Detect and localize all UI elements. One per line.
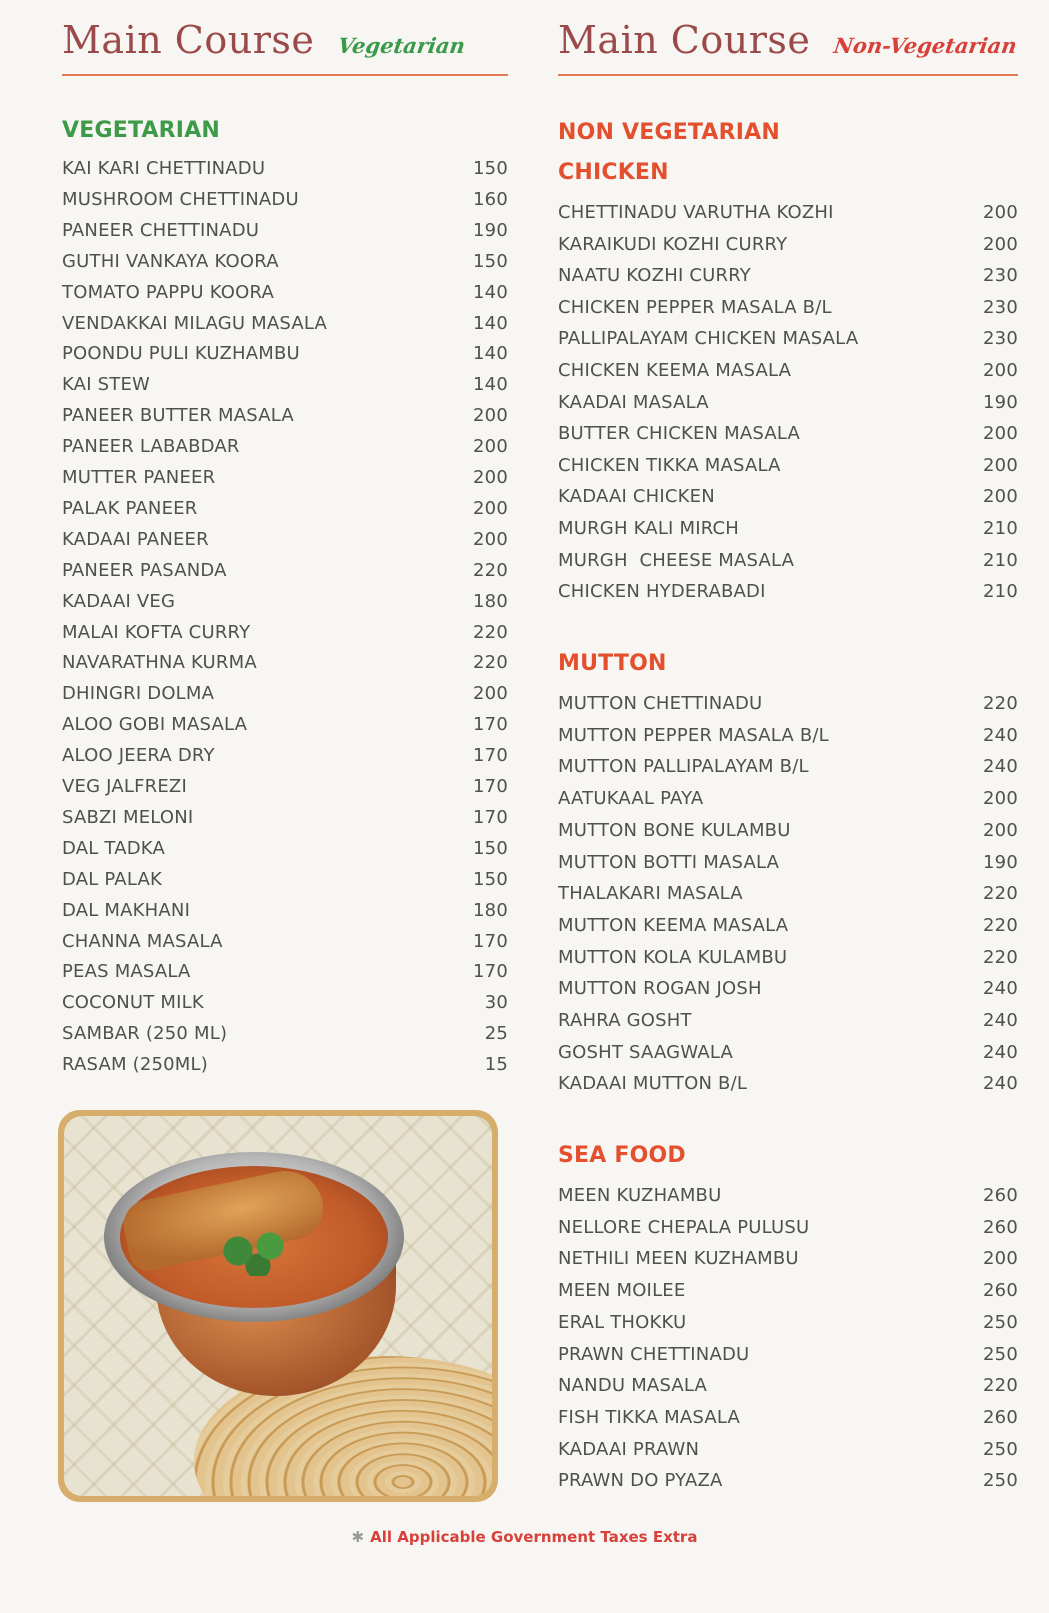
menu-item bbox=[558, 1402, 1018, 1433]
menu-item bbox=[62, 709, 508, 740]
menu-item-price: 220 bbox=[473, 621, 508, 643]
menu-item-price: 260 bbox=[983, 1216, 1018, 1238]
menu-item-price: 230 bbox=[983, 296, 1018, 318]
menu-item bbox=[62, 277, 508, 308]
menu-item-name: PALLIPALAYAM CHICKEN MASALA bbox=[558, 328, 859, 350]
menu-item-name: MEEN MOILEE bbox=[558, 1280, 686, 1302]
menu-item-price: 250 bbox=[983, 1343, 1018, 1365]
menu-item bbox=[62, 802, 508, 833]
menu-item-price: 170 bbox=[473, 930, 508, 952]
menu-item-name: PEAS MASALA bbox=[62, 961, 191, 983]
menu-item-name: MUTTON KEEMA MASALA bbox=[558, 914, 789, 936]
menu-item bbox=[558, 973, 1018, 1004]
menu-item-price: 170 bbox=[473, 961, 508, 983]
section-heading-vegetarian: VEGETARIAN bbox=[62, 118, 221, 143]
menu-item-name: COCONUT MILK bbox=[62, 992, 204, 1014]
menu-item-price: 25 bbox=[484, 1023, 508, 1045]
menu-item-price: 220 bbox=[473, 652, 508, 674]
menu-item-price: 200 bbox=[473, 528, 508, 550]
asterisk-icon: ✱ bbox=[351, 1528, 365, 1546]
menu-item-name: CHICKEN TIKKA MASALA bbox=[558, 454, 781, 476]
menu-item bbox=[558, 1037, 1018, 1068]
menu-item bbox=[558, 1180, 1018, 1211]
menu-item bbox=[558, 783, 1018, 814]
curry-photo bbox=[58, 1110, 498, 1502]
menu-item bbox=[62, 987, 508, 1018]
menu-item bbox=[62, 493, 508, 524]
menu-item bbox=[558, 355, 1018, 386]
menu-item-price: 250 bbox=[983, 1438, 1018, 1460]
menu-item-name: KAADAI MASALA bbox=[558, 391, 709, 413]
menu-item-name: MUTTON BONE KULAMBU bbox=[558, 819, 791, 841]
menu-item-name: ERAL THOKKU bbox=[558, 1311, 687, 1333]
menu-item bbox=[62, 833, 508, 864]
menu-item bbox=[62, 926, 508, 957]
menu-item bbox=[558, 1339, 1018, 1370]
menu-item bbox=[558, 1005, 1018, 1036]
menu-item-price: 200 bbox=[983, 202, 1018, 223]
menu-item-price: 200 bbox=[983, 486, 1018, 508]
nonveg-subtitle: Non-Vegetarian bbox=[832, 33, 1019, 58]
menu-item-name: MURGH CHEESE MASALA bbox=[558, 549, 795, 571]
veg-title-row bbox=[62, 18, 508, 78]
menu-item bbox=[558, 576, 1018, 607]
menu-item-price: 200 bbox=[473, 436, 508, 458]
menu-item bbox=[558, 481, 1018, 512]
menu-item-price: 200 bbox=[983, 819, 1018, 841]
menu-item bbox=[62, 740, 508, 771]
photo-frame bbox=[64, 1116, 492, 1496]
menu-item bbox=[558, 387, 1018, 418]
menu-item bbox=[558, 1275, 1018, 1306]
page-title: Main Course bbox=[62, 18, 315, 62]
menu-item-price: 240 bbox=[983, 1073, 1018, 1095]
menu-item bbox=[62, 956, 508, 987]
menu-item bbox=[62, 338, 508, 369]
menu-item-price: 260 bbox=[983, 1185, 1018, 1206]
menu-item-name: CHICKEN HYDERABADI bbox=[558, 581, 766, 603]
menu-item-name: CHETTINADU VARUTHA KOZHI bbox=[558, 202, 834, 223]
menu-item-price: 170 bbox=[473, 714, 508, 736]
menu-item-name: KADAAI VEG bbox=[62, 590, 176, 612]
menu-item-price: 260 bbox=[983, 1280, 1018, 1302]
menu-item-price: 190 bbox=[983, 851, 1018, 873]
menu-item-price: 190 bbox=[473, 219, 508, 241]
menu-item-name: PRAWN CHETTINADU bbox=[558, 1343, 750, 1365]
menu-item-name: PRAWN DO PYAZA bbox=[558, 1470, 723, 1492]
section-heading-non-vegetarian: NON VEGETARIAN bbox=[558, 120, 781, 145]
menu-item-name: MUTTON KOLA KULAMBU bbox=[558, 946, 788, 968]
menu-item-price: 150 bbox=[473, 868, 508, 890]
menu-item-name: ALOO GOBI MASALA bbox=[62, 714, 248, 736]
menu-item bbox=[62, 895, 508, 926]
menu-item-price: 30 bbox=[484, 992, 508, 1014]
tax-note bbox=[0, 1528, 1049, 1546]
menu-item-name: GOSHT SAAGWALA bbox=[558, 1041, 733, 1063]
menu-item-name: KAI KARI CHETTINADU bbox=[62, 158, 266, 179]
section-heading-seafood: SEA FOOD bbox=[558, 1143, 686, 1168]
menu-item-name: CHICKEN KEEMA MASALA bbox=[558, 360, 792, 381]
menu-item bbox=[558, 878, 1018, 909]
menu-item-name: POONDU PULI KUZHAMBU bbox=[62, 343, 300, 365]
menu-item bbox=[62, 215, 508, 246]
menu-item-name: THALAKARI MASALA bbox=[558, 883, 743, 905]
menu-item-price: 220 bbox=[983, 693, 1018, 714]
menu-item bbox=[62, 864, 508, 895]
tax-note-text: All Applicable Government Taxes Extra bbox=[370, 1528, 698, 1546]
menu-item bbox=[62, 771, 508, 802]
menu-item-price: 220 bbox=[983, 1375, 1018, 1397]
menu-item-price: 220 bbox=[983, 946, 1018, 968]
menu-item bbox=[558, 418, 1018, 449]
coriander-garnish bbox=[214, 1226, 294, 1276]
menu-item bbox=[558, 1370, 1018, 1401]
menu-item bbox=[558, 1434, 1018, 1465]
menu-item-name: DHINGRI DOLMA bbox=[62, 683, 215, 705]
menu-item-price: 220 bbox=[983, 883, 1018, 905]
menu-item-name: GUTHI VANKAYA KOORA bbox=[62, 250, 279, 272]
menu-item-price: 200 bbox=[983, 454, 1018, 476]
section-heading-chicken: CHICKEN bbox=[558, 160, 669, 185]
menu-item-name: MUTTON CHETTINADU bbox=[558, 693, 763, 714]
menu-item-name: KADAAI MUTTON B/L bbox=[558, 1073, 748, 1095]
menu-item-name: DAL MAKHANI bbox=[62, 899, 191, 921]
menu-item-price: 170 bbox=[473, 745, 508, 767]
page-title: Main Course bbox=[558, 18, 811, 62]
menu-item-name: VENDAKKAI MILAGU MASALA bbox=[62, 312, 328, 334]
menu-item-price: 220 bbox=[983, 914, 1018, 936]
menu-item bbox=[558, 942, 1018, 973]
menu-item bbox=[558, 545, 1018, 576]
menu-item-name: RAHRA GOSHT bbox=[558, 1010, 692, 1031]
menu-item-price: 210 bbox=[983, 549, 1018, 571]
menu-item-price: 240 bbox=[983, 756, 1018, 778]
menu-item-price: 170 bbox=[473, 806, 508, 828]
menu-item-price: 230 bbox=[983, 328, 1018, 350]
menu-item-price: 150 bbox=[473, 158, 508, 179]
menu-item-price: 200 bbox=[473, 683, 508, 705]
menu-item bbox=[558, 450, 1018, 481]
menu-item-price: 200 bbox=[473, 405, 508, 427]
menu-item-price: 210 bbox=[983, 581, 1018, 603]
menu-item-price: 200 bbox=[983, 788, 1018, 810]
menu-item bbox=[62, 153, 508, 184]
menu-item-price: 140 bbox=[473, 343, 508, 365]
menu-item bbox=[558, 197, 1018, 228]
menu-item-name: NAATU KOZHI CURRY bbox=[558, 265, 751, 287]
menu-item-name: FISH TIKKA MASALA bbox=[558, 1406, 741, 1428]
menu-item-price: 15 bbox=[484, 1054, 508, 1076]
menu-item bbox=[558, 513, 1018, 544]
menu-item bbox=[62, 308, 508, 339]
menu-item-name: RASAM (250ML) bbox=[62, 1054, 208, 1076]
menu-item-name: SAMBAR (250 ML) bbox=[62, 1023, 228, 1045]
menu-item-name: KAI STEW bbox=[62, 374, 151, 396]
menu-item-name: NANDU MASALA bbox=[558, 1375, 708, 1397]
section-heading-mutton: MUTTON bbox=[558, 651, 667, 676]
menu-item-name: PANEER CHETTINADU bbox=[62, 219, 260, 241]
menu-item bbox=[62, 1018, 508, 1049]
menu-item-name: KADAAI CHICKEN bbox=[558, 486, 715, 508]
menu-item-price: 200 bbox=[983, 423, 1018, 445]
menu-item bbox=[62, 524, 508, 555]
menu-item bbox=[558, 1068, 1018, 1099]
menu-item-price: 140 bbox=[473, 374, 508, 396]
menu-item-name: MUTTER PANEER bbox=[62, 467, 216, 488]
menu-item-name: VEG JALFREZI bbox=[62, 776, 187, 797]
menu-item bbox=[558, 1465, 1018, 1496]
menu-item bbox=[62, 555, 508, 586]
menu-item bbox=[62, 1049, 508, 1080]
menu-item bbox=[558, 751, 1018, 782]
menu-item bbox=[558, 910, 1018, 941]
menu-item-name: MEEN KUZHAMBU bbox=[558, 1185, 722, 1206]
menu-item-price: 200 bbox=[983, 1248, 1018, 1270]
menu-item-price: 150 bbox=[473, 250, 508, 272]
menu-item-name: KADAAI PANEER bbox=[62, 528, 209, 550]
menu-item-name: MUSHROOM CHETTINADU bbox=[62, 188, 299, 210]
menu-item-price: 240 bbox=[983, 724, 1018, 746]
menu-item-price: 140 bbox=[473, 312, 508, 334]
menu-item-price: 200 bbox=[473, 467, 508, 488]
menu-item-name: BUTTER CHICKEN MASALA bbox=[558, 423, 801, 445]
menu-item-price: 210 bbox=[983, 518, 1018, 539]
menu-item-price: 150 bbox=[473, 837, 508, 859]
menu-item-name: TOMATO PAPPU KOORA bbox=[62, 281, 274, 303]
menu-item-name: AATUKAAL PAYA bbox=[558, 788, 704, 810]
menu-item bbox=[558, 1212, 1018, 1243]
menu-item-name: MUTTON PALLIPALAYAM B/L bbox=[558, 756, 809, 778]
menu-item-name: MUTTON PEPPER MASALA B/L bbox=[558, 724, 829, 746]
menu-item bbox=[62, 586, 508, 617]
menu-item-name: KADAAI PRAWN bbox=[558, 1438, 700, 1460]
menu-item bbox=[558, 229, 1018, 260]
menu-item bbox=[558, 323, 1018, 354]
veg-subtitle: Vegetarian bbox=[336, 33, 468, 58]
menu-item-name: KARAIKUDI KOZHI CURRY bbox=[558, 233, 788, 255]
menu-item bbox=[558, 720, 1018, 751]
menu-item bbox=[62, 246, 508, 277]
menu-item-price: 180 bbox=[473, 899, 508, 921]
menu-item-name: PALAK PANEER bbox=[62, 497, 198, 519]
menu-item-name: DAL TADKA bbox=[62, 837, 165, 859]
menu-item-name: NELLORE CHEPALA PULUSU bbox=[558, 1216, 810, 1238]
menu-item-price: 260 bbox=[983, 1406, 1018, 1428]
menu-item-name: NAVARATHNA KURMA bbox=[62, 652, 257, 674]
menu-item-name: PANEER BUTTER MASALA bbox=[62, 405, 294, 427]
menu-item bbox=[558, 1243, 1018, 1274]
menu-item-name: SABZI MELONI bbox=[62, 806, 194, 828]
menu-item-name: MURGH KALI MIRCH bbox=[558, 518, 740, 539]
menu-item-price: 230 bbox=[983, 265, 1018, 287]
menu-item-price: 250 bbox=[983, 1311, 1018, 1333]
menu-item bbox=[62, 431, 508, 462]
menu-item-name: MUTTON BOTTI MASALA bbox=[558, 851, 780, 873]
menu-item bbox=[558, 260, 1018, 291]
menu-item-name: ALOO JEERA DRY bbox=[62, 745, 215, 767]
menu-item bbox=[62, 462, 508, 493]
menu-item-price: 240 bbox=[983, 978, 1018, 1000]
menu-item-price: 250 bbox=[983, 1470, 1018, 1492]
menu-item-name: MUTTON ROGAN JOSH bbox=[558, 978, 762, 1000]
menu-item-name: PANEER LABABDAR bbox=[62, 436, 240, 458]
menu-item-name: MALAI KOFTA CURRY bbox=[62, 621, 251, 643]
menu-item-name: DAL PALAK bbox=[62, 868, 162, 890]
menu-item-price: 240 bbox=[983, 1041, 1018, 1063]
menu-item-price: 190 bbox=[983, 391, 1018, 413]
nonveg-title-row bbox=[558, 18, 1018, 78]
menu-item bbox=[558, 292, 1018, 323]
menu-item-name: PANEER PASANDA bbox=[62, 559, 227, 581]
menu-item bbox=[558, 688, 1018, 719]
menu-item-price: 170 bbox=[473, 776, 508, 797]
menu-item bbox=[558, 847, 1018, 878]
menu-item bbox=[62, 647, 508, 678]
menu-item-price: 200 bbox=[983, 360, 1018, 381]
menu-item bbox=[558, 815, 1018, 846]
menu-item bbox=[62, 184, 508, 215]
menu-item bbox=[62, 617, 508, 648]
menu-item-price: 180 bbox=[473, 590, 508, 612]
menu-item-name: CHICKEN PEPPER MASALA B/L bbox=[558, 296, 832, 318]
menu-item-price: 240 bbox=[983, 1010, 1018, 1031]
menu-item-price: 200 bbox=[983, 233, 1018, 255]
menu-item-name: CHANNA MASALA bbox=[62, 930, 223, 952]
title-divider bbox=[62, 74, 508, 76]
title-divider bbox=[558, 74, 1018, 76]
menu-item bbox=[62, 678, 508, 709]
menu-item bbox=[62, 400, 508, 431]
menu-item bbox=[558, 1307, 1018, 1338]
menu-item bbox=[62, 369, 508, 400]
menu-item-price: 160 bbox=[473, 188, 508, 210]
menu-item-name: NETHILI MEEN KUZHAMBU bbox=[558, 1248, 799, 1270]
menu-item-price: 220 bbox=[473, 559, 508, 581]
menu-item-price: 200 bbox=[473, 497, 508, 519]
menu-item-price: 140 bbox=[473, 281, 508, 303]
